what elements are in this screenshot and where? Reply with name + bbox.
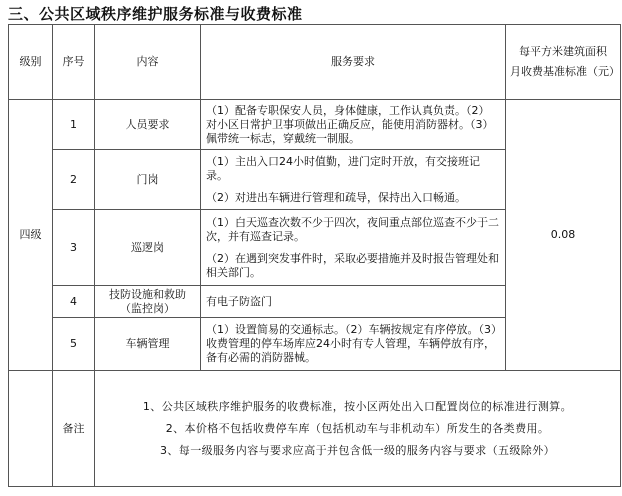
row-requirement xyxy=(201,100,506,150)
header-content: 内容 xyxy=(95,25,201,100)
remark-item: 1、公共区域秩序维护服务的收费标准，按小区两处出入口配置岗位的标准进行测算。 xyxy=(142,399,573,413)
row-seq: 4 xyxy=(53,286,95,318)
row-content: 技防设施和救助（监控岗） xyxy=(95,286,201,318)
level-cell: 四级 xyxy=(9,100,53,371)
row-seq: 5 xyxy=(53,318,95,371)
section-title: 三、公共区域秩序维护服务标准与收费标准 xyxy=(8,5,303,23)
requirement-text: （1）配备专职保安人员，身体健康，工作认真负责。（2）对小区日常护卫事项做出正确反应，能使用消防器材。（3）佩带统一标志，穿戴统一制服。 xyxy=(206,103,494,145)
requirement-text: （1）主出入口24小时值勤，进门定时开放，有交接班记录。 xyxy=(206,154,480,182)
row-seq: 2 xyxy=(53,150,95,210)
header-seq: 序号 xyxy=(53,25,95,100)
row-content: 门岗 xyxy=(95,150,201,210)
row-requirement xyxy=(201,286,506,318)
header-fee xyxy=(506,25,621,100)
remarks-label: 备注 xyxy=(53,371,95,487)
row-content: 车辆管理 xyxy=(95,318,201,371)
requirement-text: （1）设置简易的交通标志。（2）车辆按规定有序停放。（3）收费管理的停车场库应24小时有专人管理，车辆停放有序，备有必需的消防器械。 xyxy=(206,323,497,364)
header-fee-line2: 月收费基准标准（元） xyxy=(510,65,620,78)
remark-item: 2、本价格不包括收费停车库（包括机动车与非机动车）所发生的各类费用。 xyxy=(165,421,550,435)
row-requirement xyxy=(201,150,506,210)
row-seq: 3 xyxy=(53,210,95,286)
service-standard-table xyxy=(8,24,621,487)
remarks-cell xyxy=(95,371,621,487)
row-requirement xyxy=(201,318,506,371)
table-row xyxy=(9,100,621,150)
header-requirement: 服务要求 xyxy=(201,25,506,100)
header-row xyxy=(9,25,621,100)
remark-item: 3、每一级服务内容与要求应高于并包含低一级的服务内容与要求（五级除外） xyxy=(160,443,555,457)
row-requirement xyxy=(201,210,506,286)
requirement-text: （2）在遇到突发事件时，采取必要措施并及时报告管理处和相关部门。 xyxy=(206,251,499,279)
requirement-text: （2）对进出车辆进行管理和疏导，保持出入口畅通。 xyxy=(206,190,466,204)
row-content: 巡逻岗 xyxy=(95,210,201,286)
header-fee-line1: 每平方米建筑面积 xyxy=(519,45,607,58)
row-seq: 1 xyxy=(53,100,95,150)
header-level: 级别 xyxy=(9,25,53,100)
remarks-row xyxy=(9,371,621,487)
price-cell: 0.08 xyxy=(506,100,621,371)
row-content: 人员要求 xyxy=(95,100,201,150)
requirement-text: （1）白天巡查次数不少于四次，夜间重点部位巡查不少于二次，并有巡查记录。 xyxy=(206,215,499,243)
requirement-text: 有电子防盗门 xyxy=(206,294,272,308)
remarks-empty-cell xyxy=(9,371,53,487)
